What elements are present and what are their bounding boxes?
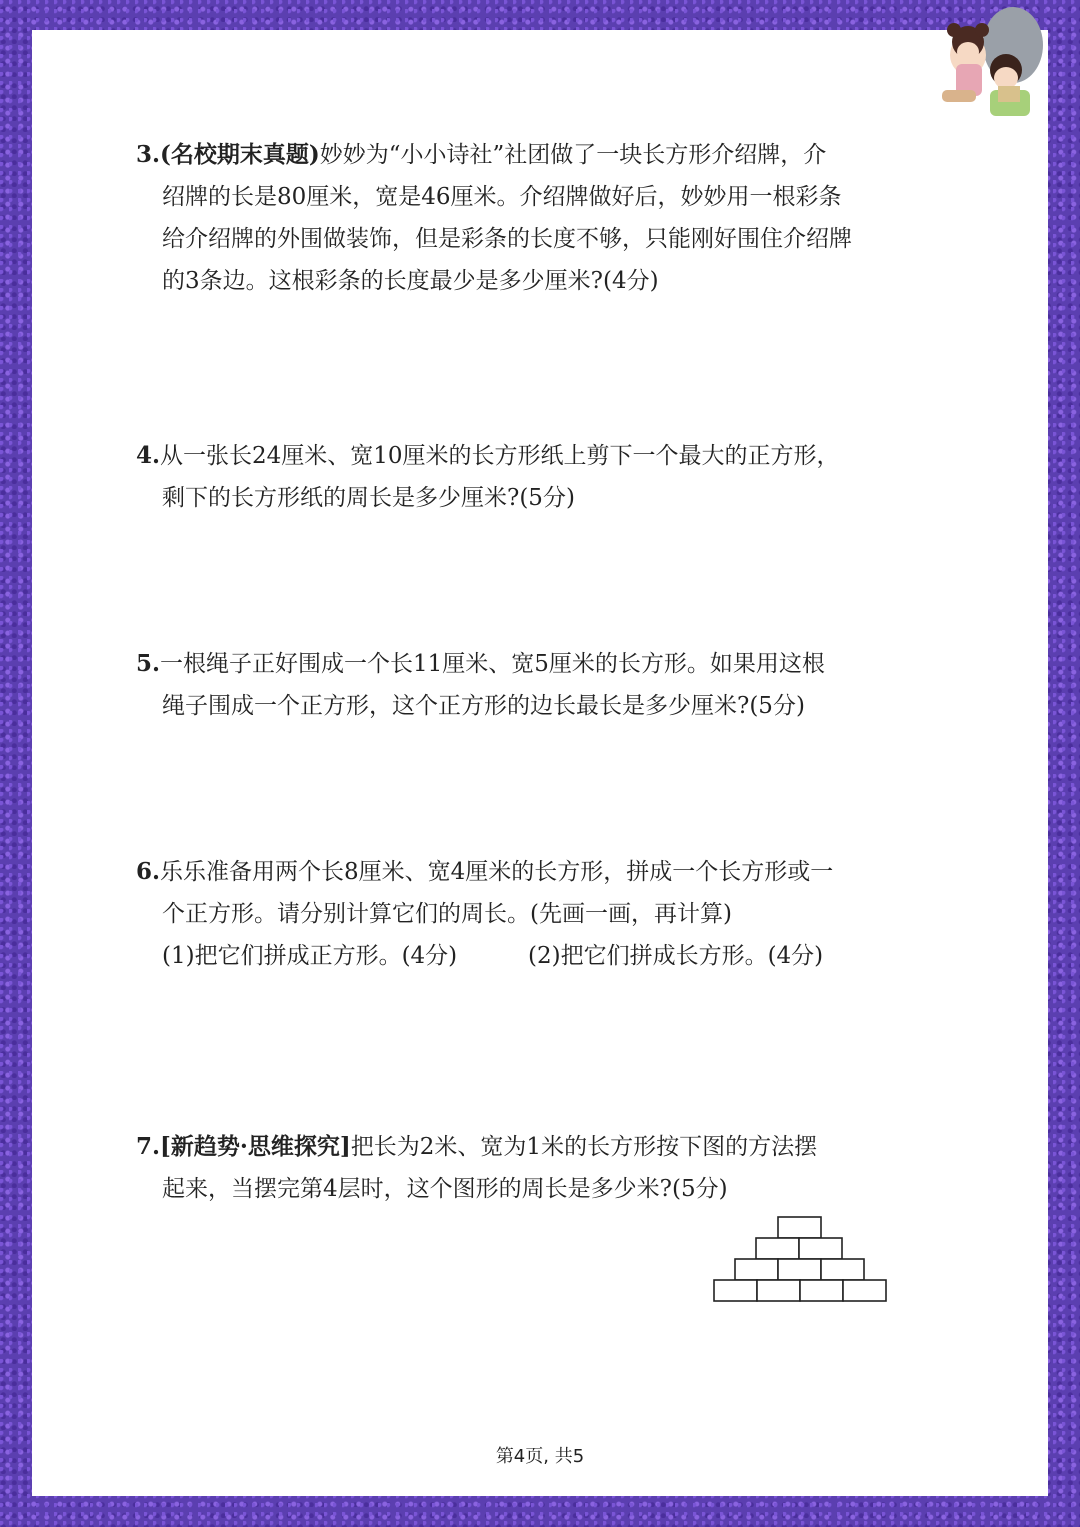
brick bbox=[800, 1280, 843, 1301]
question-7 bbox=[136, 1126, 896, 1210]
question-text-line: 起来，当摆完第4层时，这个图形的周长是多少米?(5分) bbox=[162, 1176, 728, 1202]
question-number: 4. bbox=[136, 442, 161, 469]
question-4 bbox=[136, 435, 896, 519]
worksheet-page bbox=[32, 30, 1048, 1496]
question-text-line: 从一张长24厘米、宽10厘米的长方形纸上剪下一个最大的正方形， bbox=[160, 443, 840, 469]
children-reading-illustration bbox=[928, 0, 1048, 130]
brick bbox=[778, 1259, 821, 1280]
brick-pyramid-figure bbox=[712, 1215, 888, 1303]
question-number: 6. bbox=[136, 858, 161, 885]
question-text-line: 个正方形。请分别计算它们的周长。(先画一画，再计算) bbox=[162, 901, 732, 927]
sub-question-1: (1)把它们拼成正方形。(4分) bbox=[162, 943, 458, 969]
question-tag: (名校期末真题) bbox=[160, 141, 320, 168]
question-number: 3. bbox=[136, 141, 161, 168]
brick bbox=[756, 1238, 799, 1259]
question-text-line: 妙妙为“小小诗社”社团做了一块长方形介绍牌，介 bbox=[319, 142, 827, 168]
brick bbox=[799, 1238, 842, 1259]
brick bbox=[735, 1259, 778, 1280]
question-text-line: 一根绳子正好围成一个长11厘米、宽5厘米的长方形。如果用这根 bbox=[160, 651, 825, 677]
question-3 bbox=[136, 134, 896, 302]
page-footer: 第4页, 共5 bbox=[495, 1446, 585, 1467]
question-text-line: 的3条边。这根彩条的长度最少是多少厘米?(4分) bbox=[162, 268, 659, 294]
question-tag: [新趋势·思维探究] bbox=[160, 1133, 351, 1160]
question-number: 5. bbox=[136, 650, 161, 677]
sub-question-2: (2)把它们拼成长方形。(4分) bbox=[528, 943, 824, 969]
question-text-line: 绍牌的长是80厘米，宽是46厘米。介绍牌做好后，妙妙用一根彩条 bbox=[162, 184, 842, 210]
question-6 bbox=[136, 851, 896, 977]
question-text-line: 绳子围成一个正方形，这个正方形的边长最长是多少厘米?(5分) bbox=[162, 693, 805, 719]
brick bbox=[757, 1280, 800, 1301]
brick bbox=[843, 1280, 886, 1301]
question-text-line: 剩下的长方形纸的周长是多少厘米?(5分) bbox=[162, 485, 575, 511]
question-number: 7. bbox=[136, 1133, 161, 1160]
question-text-line: 乐乐准备用两个长8厘米、宽4厘米的长方形，拼成一个长方形或一 bbox=[160, 859, 834, 885]
brick bbox=[714, 1280, 757, 1301]
question-text-line: 把长为2米、宽为1米的长方形按下图的方法摆 bbox=[350, 1134, 818, 1160]
question-5 bbox=[136, 643, 896, 727]
brick bbox=[778, 1217, 821, 1238]
question-text-line: 给介绍牌的外围做装饰，但是彩条的长度不够，只能刚好围住介绍牌 bbox=[162, 226, 852, 252]
brick bbox=[821, 1259, 864, 1280]
